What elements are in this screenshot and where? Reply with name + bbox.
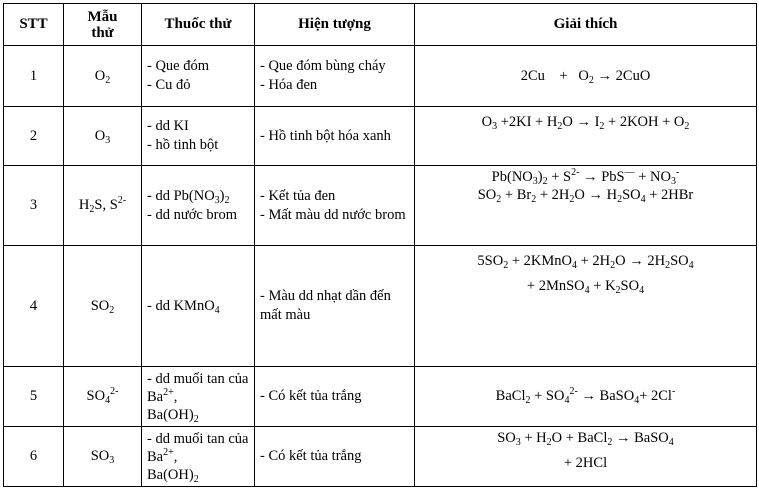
- chemistry-table: [3, 3, 757, 487]
- header-mau-thu: Mẫu thử: [64, 4, 142, 46]
- table-row: [4, 246, 757, 367]
- explanation-cell: $Pb(NO_3)_2 + S^{2-} \to PbS^— + NO_3^-$ $SO_2 + Br_2 + 2H_2O \to H_2SO_4 + 2HBr$: [415, 166, 757, 246]
- header-hien-tuong: Hiện tượng: [255, 4, 415, 46]
- phenomenon-cell: - Hồ tinh bột hóa xanh: [255, 107, 415, 166]
- reagent-cell: - Que đóm - Cu đỏ: [142, 46, 255, 107]
- header-giai-thich: Giải thích: [415, 4, 757, 46]
- stt-cell: 4: [4, 246, 64, 367]
- phenomenon-cell: - Có kết tủa trắng: [255, 427, 415, 487]
- sample-cell: $SO_3$: [64, 427, 142, 487]
- header-stt: STT: [4, 4, 64, 46]
- explanation-cell: $O_3 +2KI + H_2O \to I_2 + 2KOH + O_2$: [415, 107, 757, 166]
- stt-cell: 5: [4, 367, 64, 427]
- phenomenon-cell: - Que đóm bùng cháy - Hóa đen: [255, 46, 415, 107]
- phenomenon-cell: - Có kết tủa trắng: [255, 367, 415, 427]
- phenomenon-cell: - Màu dd nhạt dần đến mất màu: [255, 246, 415, 367]
- table-row: [4, 166, 757, 246]
- table-row: [4, 46, 757, 107]
- table-row: [4, 427, 757, 487]
- header-row: [4, 4, 757, 46]
- sample-cell: $SO_4^{2-}$: [64, 367, 142, 427]
- stt-cell: 6: [4, 427, 64, 487]
- explanation-cell: $SO_3 + H_2O$ + BaCl$_2$ → BaSO$_4$ + 2HCl: [415, 427, 757, 487]
- explanation-cell: 2Cu + $O_2 \to 2CuO$: [415, 46, 757, 107]
- explanation-cell: $5SO_2$ + 2KMnO$_4$ + $2H_2O \to 2H_2SO_4$ + 2MnSO$_4$ + $K_2SO_4$: [415, 246, 757, 367]
- stt-cell: 3: [4, 166, 64, 246]
- reagent-cell: - dd KI - hồ tinh bột: [142, 107, 255, 166]
- reagent-cell: - dd KMnO$_4$: [142, 246, 255, 367]
- header-thuoc-thu: Thuốc thử: [142, 4, 255, 46]
- reagent-cell: - dd $Pb(NO_3)_2$ - dd nước brom: [142, 166, 255, 246]
- phenomenon-cell: - Kết tủa đen - Mất màu dd nước brom: [255, 166, 415, 246]
- table-row: [4, 367, 757, 427]
- stt-cell: 2: [4, 107, 64, 166]
- sample-cell: $SO_2$: [64, 246, 142, 367]
- sample-cell: $O_3$: [64, 107, 142, 166]
- sample-cell: $O_2$: [64, 46, 142, 107]
- table-row: [4, 107, 757, 166]
- explanation-cell: BaCl$_2$ + $SO_4^{2-}$ → BaSO$_4$+ 2Cl-: [415, 367, 757, 427]
- reagent-cell: - dd muối tan của $Ba^{2+}$, $Ba(OH)_2$: [142, 367, 255, 427]
- stt-cell: 1: [4, 46, 64, 107]
- sample-cell: $H_2S$, $S^{2-}$: [64, 166, 142, 246]
- reagent-cell: - dd muối tan của $Ba^{2+}$, $Ba(OH)_2$: [142, 427, 255, 487]
